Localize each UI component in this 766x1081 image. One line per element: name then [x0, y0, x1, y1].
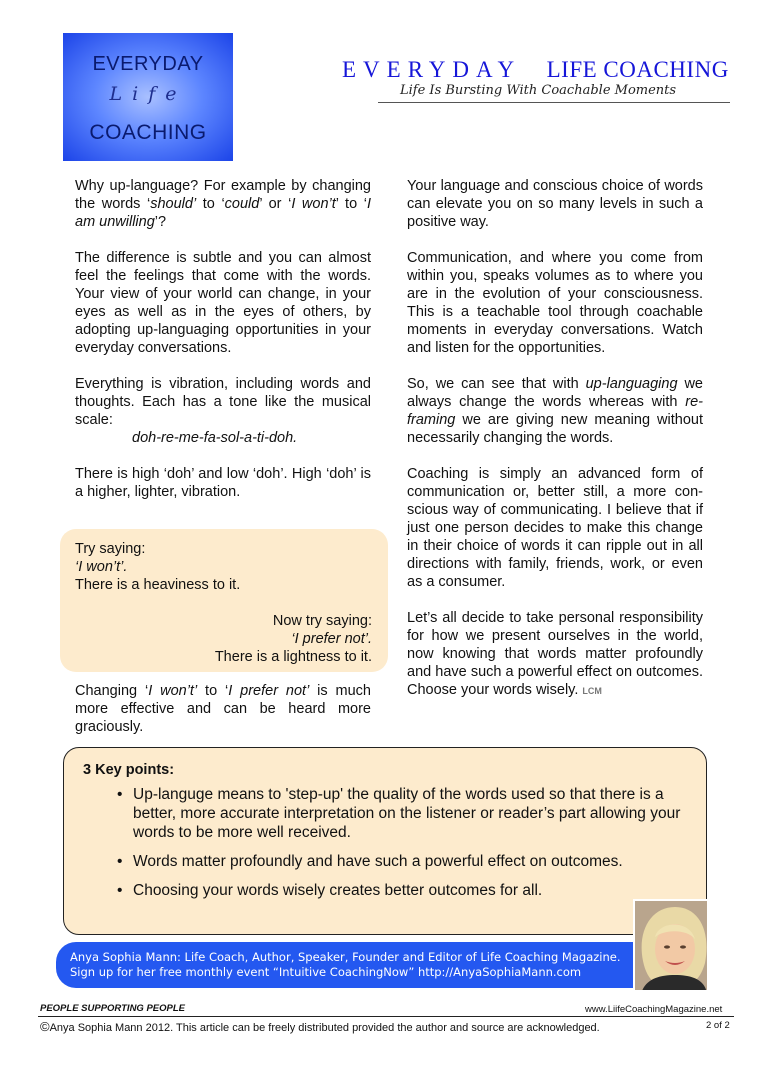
- right-paragraph-2: Communication, and where you come from within you, speaks volumes as to where you are in the evolution of your consciousness. This is a teachable tool through coachable moments in everyday conversations. Watch and listen for the opportunities.: [407, 250, 703, 356]
- left-paragraph-3: [75, 375, 371, 447]
- copyright-text: Anya Sophia Mann 2012. This article can be freely distributed provided the author and source are acknowledged.: [49, 1022, 600, 1034]
- key-point-item: • Words matter profoundly and have such a powerful effect on outcomes.: [117, 852, 692, 871]
- key-point-item: • Up-languge means to 'step-up' the quality of the words used so that there is a better, more accurate interpretation on the listener or reader’s part allowing your words to be more well received.: [117, 785, 692, 842]
- footer-slogan: PEOPLE SUPPORTING PEOPLE: [40, 1003, 185, 1014]
- text-run: we are giving new meaning without necessarily changing the words.: [407, 412, 703, 446]
- callout-line: Now try saying:: [272, 613, 372, 629]
- callout-spacer: [75, 594, 372, 612]
- right-paragraph-4: Coaching is simply an advanced form of communication or, better still, a more conscious way of communicating. I believe that if just one person decides to make this change in their choice of words it can ripple out in all directions with family, friends, work, or even as a consumer.: [407, 466, 703, 590]
- logo-line-everyday: EVERYDAY: [92, 53, 204, 75]
- italic-run: up-languaging: [585, 376, 678, 392]
- italic-run: I am unwilling: [75, 196, 371, 230]
- magazine-logo: [63, 33, 233, 161]
- key-points-heading: 3 Key points:: [83, 762, 175, 778]
- logo-line-life: Life: [109, 83, 187, 105]
- musical-scale: doh-re-me-fa-sol-a-ti-doh.: [132, 430, 298, 446]
- copyright-symbol: ©: [40, 1019, 50, 1034]
- right-column: [407, 177, 703, 718]
- italic-run: I won’t: [291, 196, 336, 212]
- text-run: to ‘: [196, 196, 225, 212]
- text-run: we always change the words whereas with: [407, 376, 703, 410]
- masthead-divider: [378, 102, 730, 103]
- italic-run: could: [224, 196, 260, 212]
- text-run: ’ to ‘: [335, 196, 367, 212]
- right-paragraph-5: [407, 609, 703, 700]
- text-run: Changing ‘: [75, 683, 149, 699]
- left-paragraph-5: [75, 682, 371, 736]
- text-run: So, we can see that with: [407, 376, 586, 392]
- left-paragraph-4: There is high ‘doh’ and low ‘doh’. High ‘doh’ is a higher, lighter, vibration.: [75, 466, 371, 500]
- author-portrait-graphic: [635, 901, 709, 992]
- text-run: Everything is vibration, including words and thoughts. Each has a tone like the musical scale:: [75, 376, 371, 428]
- callout-line: Try saying:: [75, 541, 146, 557]
- footer-copyright: [40, 1019, 600, 1034]
- right-paragraph-3: [407, 375, 703, 447]
- callout-line: There is a heaviness to it.: [75, 577, 241, 593]
- callout-line: There is a lightness to it.: [214, 649, 372, 665]
- text-run: is much more effective and can be heard more graciously.: [75, 683, 371, 735]
- text-run: Why up-language? For example by changing the words ‘: [75, 178, 371, 212]
- footer-divider: [38, 1016, 734, 1017]
- text-run: Let’s all decide to take personal responsibility for how we present ourselves in the world, now knowing that words matter profoundly and have such a powerful effect on outcomes. Choose your words wisely.: [407, 610, 703, 698]
- italic-run: ‘I prefer not’.: [291, 631, 372, 647]
- italic-run: re-framing: [407, 394, 703, 428]
- bio-line-2: Sign up for her free monthly event “Intuitive CoachingNow” http://AnyaSophiaMann.com: [70, 965, 582, 979]
- left-column: [75, 177, 371, 519]
- left-paragraph-1: [75, 177, 371, 231]
- page-number: 2 of 2: [706, 1020, 730, 1031]
- footer-website-link[interactable]: www.LiifeCoachingMagazine.net: [585, 1004, 723, 1015]
- lcm-signature: LCM: [582, 686, 602, 696]
- italic-run: ‘I won’t’.: [75, 559, 128, 575]
- italic-run: I won’t’: [148, 683, 198, 699]
- key-points-list: [117, 785, 692, 910]
- masthead-title-part1: EVERYDAY: [342, 57, 522, 82]
- try-saying-callout: [60, 529, 388, 672]
- key-points-box: [63, 747, 707, 935]
- masthead-title-part2: LIFE COACHING: [546, 57, 729, 82]
- callout-line: [75, 558, 372, 576]
- callout-line: [75, 630, 372, 648]
- right-paragraph-1: Your language and conscious choice of words can elevate you on so many levels in such a positive way.: [407, 178, 703, 230]
- text-run: to ‘: [197, 683, 229, 699]
- logo-line-coaching: COACHING: [89, 121, 207, 144]
- left-paragraph-2: The difference is subtle and you can almost feel the feelings that come with the words. Your view of your world can change, in your eyes as well as in the eyes of others, by adopting up-languaging opportunities in your everyday conversations.: [75, 250, 371, 356]
- masthead-title: [342, 57, 729, 83]
- text-run: ’ or ‘: [259, 196, 292, 212]
- italic-run: I prefer not’: [228, 683, 310, 699]
- author-photo: [633, 899, 709, 992]
- masthead-tagline: Life Is Bursting With Coachable Moments: [400, 83, 677, 98]
- key-point-item: • Choosing your words wisely creates better outcomes for all.: [117, 881, 692, 900]
- text-run: ’?: [154, 214, 167, 230]
- bio-line-1: Anya Sophia Mann: Life Coach, Author, Speaker, Founder and Editor of Life Coaching Magazine.: [70, 950, 621, 964]
- italic-run: should’: [150, 196, 197, 212]
- author-bio-banner: [56, 942, 704, 988]
